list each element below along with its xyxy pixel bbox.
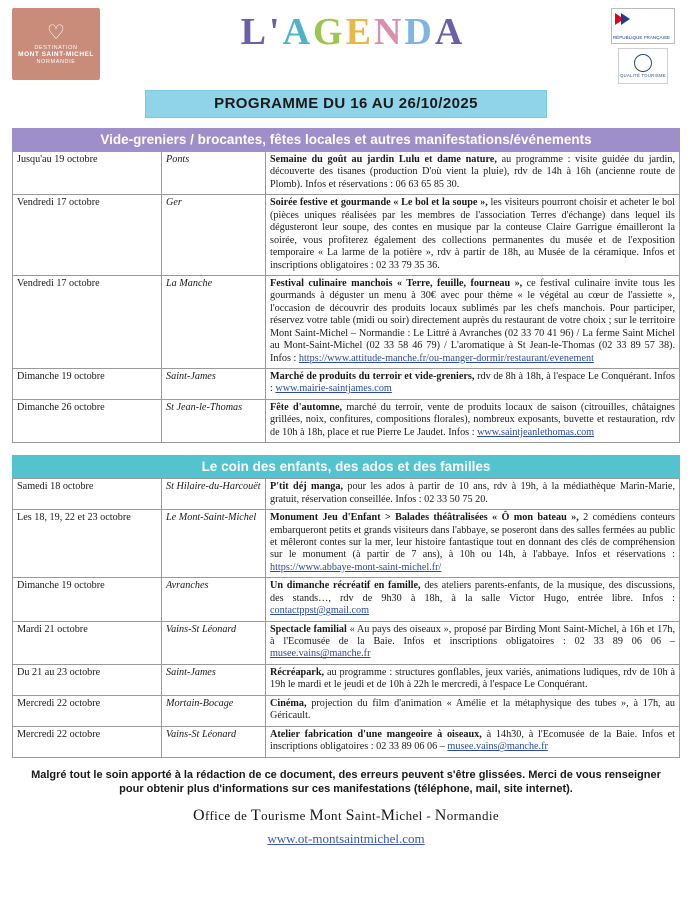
footer-office-char: e bbox=[224, 808, 231, 824]
title-letter: A bbox=[282, 11, 314, 53]
event-date: Vendredi 17 octobre bbox=[13, 275, 162, 368]
event-link[interactable]: www.mairie-saintjames.com bbox=[275, 383, 392, 395]
event-link[interactable]: https://www.abbaye-mont-saint-michel.fr/ bbox=[270, 561, 442, 573]
event-link[interactable]: contactppst@gmail.com bbox=[270, 605, 370, 617]
footer-office-char: T bbox=[250, 807, 262, 825]
footer-office-char: e bbox=[492, 808, 500, 824]
section-spacer bbox=[12, 443, 680, 455]
footer-office-char: s bbox=[283, 808, 290, 824]
footer-office-char: d bbox=[481, 808, 489, 824]
agenda-table-vide-greniers bbox=[12, 151, 680, 443]
footer-office-char: i bbox=[395, 808, 400, 824]
footer-office-char: a bbox=[468, 808, 476, 824]
footer-office-char: u bbox=[268, 808, 275, 824]
footer-office-char: d bbox=[234, 808, 242, 824]
title-letter: D bbox=[404, 11, 435, 53]
table-row bbox=[13, 695, 680, 726]
footer-office-char: n bbox=[331, 808, 338, 824]
event-link[interactable]: musee.vains@manche.fr bbox=[447, 741, 548, 753]
seal-circle bbox=[634, 54, 652, 72]
event-description: Festival culinaire manchois « Terre, feuille, fourneau », ce festival culinaire invite tous les gourmands à déguster un menu à 30€ avec pour thème « le végétal au cœur de l'assiette », l'occasion de découvrir des produits locaux sublimés par les chefs manchois. Pour participer, réservez votre table (midi ou soir) directement auprès du restaurant de votre choix ; sur le territoire Mont Saint-Michel – Normandie : Le Littré à Avranches (02 33 70 41 96) / La ferme Saint Michel au Mont-Saint-Michel (02 33 58 46 79) / L'aromatique à St Jean-le-Thomas (02 33 89 57 38). Infos : https://www.attitude-manche.fr/ou-manger-dormir/restaurant/evenement bbox=[266, 275, 680, 368]
event-title: Cinéma, bbox=[270, 697, 307, 709]
footer-warning: Malgré tout le soin apporté à la rédaction de ce document, des erreurs peuvent s'être glissées. Merci de vous renseigner pour obtenir plus d'informations sur ces manifestations (téléphone, mail, site internet). bbox=[31, 768, 661, 796]
event-description: P'tit déj manga, pour les ados à partir de 10 ans, rdv à 19h, à la médiathèque Marin-Marie, gratuit, réservation conseillée. Infos : 02 33 50 75 20. bbox=[266, 479, 680, 510]
title-block bbox=[100, 10, 606, 54]
footer-office-char: t bbox=[372, 808, 377, 824]
logo-line-2: MONT SAINT-MICHEL bbox=[18, 51, 94, 59]
footer-office-char: m bbox=[458, 808, 469, 824]
event-place: Mortain-Bocage bbox=[162, 695, 266, 726]
footer-office-char: N bbox=[434, 807, 447, 825]
programme-banner: PROGRAMME DU 16 AU 26/10/2025 bbox=[145, 90, 547, 118]
table-row bbox=[13, 664, 680, 695]
title-letter: N bbox=[373, 11, 405, 53]
event-link[interactable]: www.saintjeanlethomas.com bbox=[477, 426, 595, 438]
footer-url[interactable]: www.ot-montsaintmichel.com bbox=[267, 831, 425, 847]
footer-office-char: m bbox=[289, 808, 300, 824]
footer-office-char: n bbox=[365, 808, 373, 824]
footer-office-char: f bbox=[209, 808, 215, 824]
logo-line-3: NORMANDIE bbox=[36, 58, 76, 65]
document-footer bbox=[12, 768, 680, 848]
table-row bbox=[13, 479, 680, 510]
event-date: Les 18, 19, 22 et 23 octobre bbox=[13, 510, 162, 578]
footer-office-char: n bbox=[475, 808, 482, 824]
footer-office-char: o bbox=[446, 808, 454, 824]
event-date: Vendredi 17 octobre bbox=[13, 195, 162, 276]
title-letter: ' bbox=[269, 11, 283, 53]
table-row bbox=[13, 195, 680, 276]
table-row bbox=[13, 369, 680, 400]
event-place: St Jean-le-Thomas bbox=[162, 399, 266, 442]
event-link[interactable]: https://www.attitude-manche.fr/ou-manger-dormir/restaurant/evenement bbox=[298, 352, 594, 364]
footer-office-char: t bbox=[337, 808, 342, 824]
destination-logo bbox=[12, 8, 100, 80]
event-description: Soirée festive et gourmande « Le bol et la soupe », les visiteurs pourront choisir et acheter le bol (pièces uniques réalisées par les membres de l'association Terres d'échange) dans lequel ils dégusteront leur soupe, des contes en musique par la conteuse Claire Garrigue émailleront la soirée, vous profiterez également des collections permanentes du musée et de l'exposition temporaire « La larme de la potière », rdv à partir de 18h, au Musée de la céramique. Infos et inscriptions obligatoires : 02 33 79 35 36. bbox=[266, 195, 680, 276]
footer-office-char: i bbox=[214, 808, 219, 824]
event-title: Fête d'automne, bbox=[270, 401, 343, 413]
event-place: Le Mont-Saint-Michel bbox=[162, 510, 266, 578]
title-letter: A bbox=[434, 11, 466, 53]
event-date: Samedi 18 octobre bbox=[13, 479, 162, 510]
footer-office-char: f bbox=[204, 808, 210, 824]
footer-office-char: - bbox=[376, 808, 381, 824]
footer-office-char: l bbox=[418, 808, 423, 824]
title-letter: E bbox=[345, 11, 374, 53]
footer-office-char: O bbox=[192, 807, 205, 825]
event-date: Dimanche 26 octobre bbox=[13, 399, 162, 442]
event-description: Fête d'automne, marché du terroir, vente de produits locaux de saison (citrouilles, châtaignes grillées, noix, confitures, compositions florales), nombreux exposants, buvette et restauration, rdv de 10h à 18h, place et rue Pierre Le Jaudet. Infos : www.saintjeanlethomas.com bbox=[266, 399, 680, 442]
footer-office-char: i bbox=[361, 808, 366, 824]
footer-office-char: i bbox=[279, 808, 284, 824]
footer-office-char: e bbox=[412, 808, 419, 824]
event-place: Saint-James bbox=[162, 664, 266, 695]
event-date: Du 21 au 23 octobre bbox=[13, 664, 162, 695]
event-title: Soirée festive et gourmande « Le bol et la soupe », bbox=[270, 197, 488, 209]
table-row bbox=[13, 275, 680, 368]
footer-office-char: c bbox=[218, 808, 225, 824]
agenda-table-coin-enfants bbox=[12, 478, 680, 757]
footer-office-char: a bbox=[354, 808, 362, 824]
event-description: Atelier fabrication d'une mangeoire à oiseaux, à 14h30, à l'Ecomusée de la Baie. Infos et inscriptions obligatoires : 02 33 89 06 06 – musee.vains@manche.fr bbox=[266, 726, 680, 757]
footer-office bbox=[12, 807, 680, 825]
event-title: Semaine du goût au jardin Lulu et dame nature, bbox=[270, 154, 497, 165]
event-date: Mercredi 22 octobre bbox=[13, 695, 162, 726]
table-row bbox=[13, 399, 680, 442]
event-title: Atelier fabrication d'une mangeoire à oiseaux, bbox=[270, 728, 482, 740]
event-place: Avranches bbox=[162, 578, 266, 621]
event-title: Monument Jeu d'Enfant > Balades théâtralisées « Ô mon bateau », bbox=[270, 512, 579, 524]
logo-line-1: DESTINATION bbox=[34, 44, 78, 51]
title-letter: G bbox=[313, 11, 346, 53]
event-link[interactable]: musee.vains@manche.fr bbox=[270, 648, 371, 660]
footer-office-char: h bbox=[405, 808, 413, 824]
event-description: Monument Jeu d'Enfant > Balades théâtralisées « Ô mon bateau », 2 comédiens conteurs embarqueront petits et grands visiteurs dans l'abbaye, se poseront dans des salles fermées au public et mêleront contes sur la mer, leur histoire fantastique tout en donnant des clés de compréhension sur le monument (à partir de 7 ans), à 10h ou 14h, à l'abbaye. Infos et réservations : https://www.abbaye-mont-saint-michel.fr/ bbox=[266, 510, 680, 578]
footer-office-char: M bbox=[309, 807, 325, 825]
footer-office-char: i bbox=[488, 808, 493, 824]
event-place: La Manche bbox=[162, 275, 266, 368]
event-description: Spectacle familial « Au pays des oiseaux », proposé par Birding Mont Saint-Michel, à 16h et 17h, à l'Ecomusée de la Baie. Infos et inscriptions obligatoires : 02 33 89 06 06 – musee.vains@manche.fr bbox=[266, 621, 680, 664]
footer-office-char: r bbox=[274, 808, 280, 824]
footer-office-char: o bbox=[261, 808, 269, 824]
partner-logos bbox=[606, 8, 680, 84]
qualite-tourisme-label: QUALITÉ TOURISME bbox=[620, 73, 666, 78]
footer-office-char: o bbox=[324, 808, 332, 824]
sections-container bbox=[12, 128, 680, 758]
event-place: Ponts bbox=[162, 152, 266, 195]
table-row bbox=[13, 621, 680, 664]
event-description: Marché de produits du terroir et vide-greniers, rdv de 8h à 18h, à l'espace Le Conquérant. Infos : www.mairie-saintjames.com bbox=[266, 369, 680, 400]
event-place: Ger bbox=[162, 195, 266, 276]
heart-monument-icon: ♡ bbox=[47, 21, 65, 44]
section-header-vide-greniers: Vide-greniers / brocantes, fêtes locales et autres manifestations/événements bbox=[12, 128, 680, 151]
event-date: Dimanche 19 octobre bbox=[13, 578, 162, 621]
event-place: Saint-James bbox=[162, 369, 266, 400]
event-title: Un dimanche récréatif en famille, bbox=[270, 580, 421, 592]
event-description: Un dimanche récréatif en famille, des ateliers parents-enfants, de la musique, des discussions, des stands…, rdv de 9h30 à 18h, à la salle Victor Hugo, entrée libre. Infos : contactppst@gmail.com bbox=[266, 578, 680, 621]
page-title bbox=[100, 10, 606, 54]
footer-office-char: c bbox=[399, 808, 406, 824]
event-description: Récréapark, au programme : structures gonflables, jeux variés, animations ludiques, rdv de 10h à 19h le mardi et le jeudi et de 10h à 22h le mercredi, à l'espace Le Conquérant. bbox=[266, 664, 680, 695]
table-row bbox=[13, 152, 680, 195]
event-place: St Hilaire-du-Harcouët bbox=[162, 479, 266, 510]
event-title: Récréapark, bbox=[270, 666, 325, 678]
event-description: Cinéma, projection du film d'animation « Amélie et la métaphysique des tubes », à 17h, au Géricault. bbox=[266, 695, 680, 726]
footer-office-char: e bbox=[241, 808, 248, 824]
footer-office-char: M bbox=[380, 807, 396, 825]
section-header-coin-enfants: Le coin des enfants, des ados et des familles bbox=[12, 455, 680, 478]
footer-office-char: e bbox=[299, 808, 306, 824]
event-title: Spectacle familial bbox=[270, 623, 347, 635]
event-description: Semaine du goût au jardin Lulu et dame nature, au programme : visite guidée du jardin, découverte des tisanes (production D'où vient la pluie), rdv de 14h à 16h (ancienne route de Plomb). Infos et réservations : 06 63 65 85 30. bbox=[266, 152, 680, 195]
document-header bbox=[12, 0, 680, 86]
table-row bbox=[13, 510, 680, 578]
event-title: Marché de produits du terroir et vide-greniers, bbox=[270, 371, 475, 382]
event-date: Mercredi 22 octobre bbox=[13, 726, 162, 757]
table-row bbox=[13, 578, 680, 621]
qualite-tourisme-icon bbox=[618, 48, 668, 84]
event-date: Dimanche 19 octobre bbox=[13, 369, 162, 400]
event-title: Festival culinaire manchois « Terre, feuille, fourneau », bbox=[270, 277, 523, 289]
event-title: P'tit déj manga, bbox=[270, 481, 344, 493]
footer-office-char: r bbox=[453, 808, 459, 824]
table-row bbox=[13, 726, 680, 757]
event-place: Vains-St Léonard bbox=[162, 726, 266, 757]
event-date: Jusqu'au 19 octobre bbox=[13, 152, 162, 195]
french-republic-label: RÉPUBLIQUE FRANÇAISE bbox=[612, 34, 670, 40]
french-republic-icon bbox=[611, 8, 675, 44]
footer-office-char: - bbox=[426, 808, 432, 824]
event-date: Mardi 21 octobre bbox=[13, 621, 162, 664]
footer-office-char: S bbox=[345, 807, 355, 825]
title-letter: L bbox=[240, 11, 270, 53]
event-place: Vains-St Léonard bbox=[162, 621, 266, 664]
